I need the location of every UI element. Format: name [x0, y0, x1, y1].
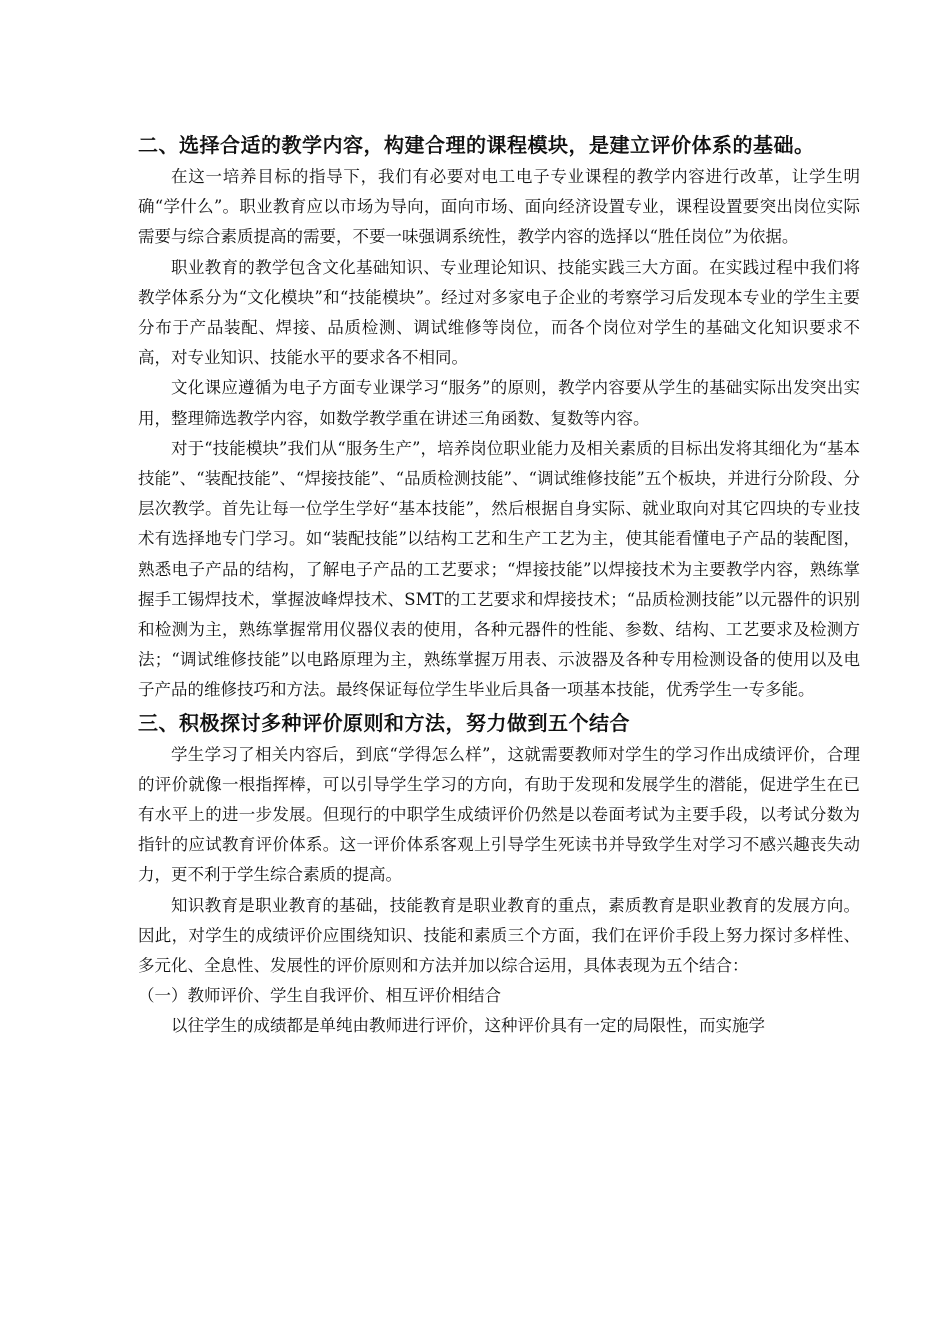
- section-two-paragraph-1: 在这一培养目标的指导下，我们有必要对电工电子专业课程的教学内容进行改革，让学生明确“学什么”。职业教育应以市场为导向，面向市场、面向经济设置专业，课程设置要突出岗位实际需要与综合素质提高的需要，不要一味强调系统性，教学内容的选择以“胜任岗位”为依据。: [138, 167, 860, 247]
- section-two-heading: 二、选择合适的教学内容，构建合理的课程模块，是建立评价体系的基础。: [138, 133, 815, 157]
- section-two-paragraph-3: 文化课应遵循为电子方面专业课学习“服务”的原则，教学内容要从学生的基础实际出发突出实用，整理筛选教学内容，如数学教学重在讲述三角函数、复数等内容。: [138, 378, 860, 428]
- document-page: [138, 128, 860, 1042]
- section-three-paragraph-1: 学生学习了相关内容后，到底“学得怎么样”，这就需要教师对学生的学习作出成绩评价，合理的评价就像一根指挥棒，可以引导学生学习的方向，有助于发现和发展学生的潜能，促进学生在已有水平上的进一步发展。但现行的中职学生成绩评价仍然是以卷面考试为主要手段，以考试分数为指针的应试教育评价体系。这一评价体系客观上引导学生死读书并导致学生对学习不感兴趣丧失动力，更不利于学生综合素质的提高。: [138, 744, 860, 885]
- section-two-paragraph-2: 职业教育的教学包含文化基础知识、专业理论知识、技能实践三大方面。在实践过程中我们将教学体系分为“文化模块”和“技能模块”。经过对多家电子企业的考察学习后发现本专业的学生主要分布于产品装配、焊接、品质检测、调试维修等岗位，而各个岗位对学生的基础文化知识要求不高，对专业知识、技能水平的要求各不相同。: [138, 257, 860, 368]
- section-three-heading: 三、积极探讨多种评价原则和方法，努力做到五个结合: [138, 710, 630, 735]
- subsection-one-paragraph: 以往学生的成绩都是单纯由教师进行评价，这种评价具有一定的局限性，而实施学: [171, 1016, 765, 1036]
- subsection-one-heading: （一）教师评价、学生自我评价、相互评价相结合: [138, 986, 501, 1006]
- section-two-paragraph-4: 对于“技能模块”我们从“服务生产”，培养岗位职业能力及相关素质的目标出发将其细化为“基本技能”、“装配技能”、“焊接技能”、“品质检测技能”、“调试维修技能”五个板块，并进行分阶段、分层次教学。首先让每一位学生学好“基本技能”，然后根据自身实际、就业取向对其它四块的专业技术有选择地专门学习。如“装配技能”以结构工艺和生产工艺为主，使其能看懂电子产品的装配图，熟悉电子产品的结构，了解电子产品的工艺要求；“焊接技能”以焊接技术为主要教学内容，熟练掌握手工锡焊技术，掌握波峰焊技术、SMT的工艺要求和焊接技术；“品质检测技能”以元器件的识别和检测为主，熟练掌握常用仪器仪表的使用，各种元器件的性能、参数、结构、工艺要求及检测方法；“调试维修技能”以电路原理为主，熟练掌握万用表、示波器及各种专用检测设备的使用以及电子产品的维修技巧和方法。最终保证每位学生毕业后具备一项基本技能，优秀学生一专多能。: [138, 438, 860, 700]
- section-three-paragraph-2: 知识教育是职业教育的基础，技能教育是职业教育的重点，素质教育是职业教育的发展方向。因此，对学生的成绩评价应围绕知识、技能和素质三个方面，我们在评价手段上努力探讨多样性、多元化、全息性、发展性的评价原则和方法并加以综合运用，具体表现为五个结合：: [138, 895, 860, 976]
